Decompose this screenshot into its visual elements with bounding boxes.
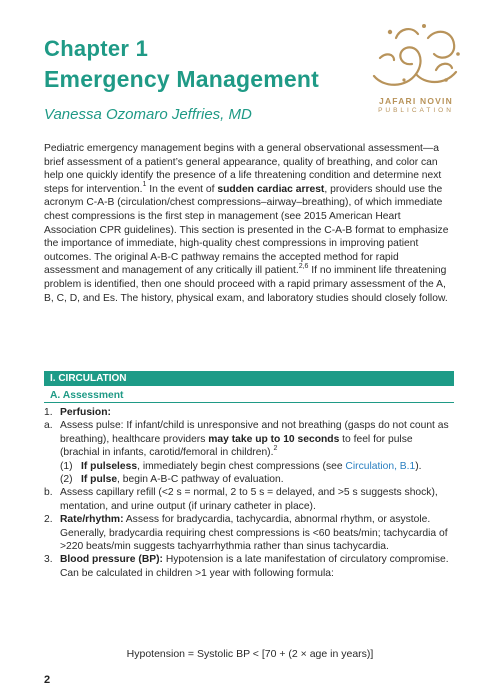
- item-number: 2.: [44, 514, 53, 526]
- item-text: Assess for bradycardia, tachycardia, abnormal rhythm, or asystole. Generally, bradycardia requiring chest compressions is <60 beats/min; tachycardia of >220 beats/min suggests tachyarrhythmia rather than sinus tachycardia.: [60, 514, 448, 553]
- publisher-logo: [360, 18, 472, 128]
- item-number: 1.: [44, 407, 53, 418]
- ref-2: 2: [273, 444, 278, 452]
- item-text: Hypotension is a late manifestation of circulatory compromise. Can be calculated in children >1 year with following formula:: [60, 554, 449, 579]
- item-letter: a.: [44, 420, 53, 432]
- circulation-link[interactable]: Circulation, B.1: [345, 460, 416, 472]
- item-number: (1): [60, 460, 73, 472]
- list-item: [44, 473, 454, 486]
- item-emphasis: If pulse: [81, 474, 118, 486]
- intro-emphasis: sudden cardiac arrest: [217, 183, 325, 195]
- list-item: [44, 513, 454, 553]
- publisher-sub: PUBLICATION: [378, 107, 454, 114]
- item-emphasis: If pulseless: [81, 460, 138, 472]
- ref-2: 2,6: [298, 262, 309, 270]
- hypotension-formula: Hypotension = Systolic BP < [70 + (2 × age in years)]: [126, 648, 374, 660]
- intro-text: Pediatric emergency management begins with a general observational assessment—a brief assessment of a patient’s general appearance, quality of breathing, and color can help one quickly identify the presence of a life threatening condition and determine next steps for intervention.: [44, 143, 442, 195]
- assessment-list: [44, 406, 454, 580]
- section-heading: I. CIRCULATION: [44, 371, 454, 386]
- page-number: 2: [44, 674, 51, 686]
- publisher-name: JAFARI NOVIN: [379, 96, 453, 106]
- item-title: Blood pressure (BP):: [60, 554, 163, 566]
- item-text: , begin A-B-C pathway of evaluation.: [117, 474, 284, 486]
- item-text: Assess pulse: If infant/child is unresponsive and not breathing (gasps do not count as breathing), healthcare providers: [60, 420, 449, 445]
- subsection-heading: A. Assessment: [44, 390, 454, 403]
- item-text: to feel for pulse (brachial in infants, carotid/femoral in children).: [60, 433, 413, 459]
- author-name: Vanessa Ozomaro Jeffries, MD: [44, 106, 252, 123]
- intro-paragraph: [44, 142, 454, 305]
- item-letter: b.: [44, 487, 53, 499]
- chapter-title: Emergency Management: [44, 66, 319, 92]
- chapter-label: Chapter 1: [44, 36, 149, 61]
- item-title: Rate/rhythm:: [60, 514, 124, 526]
- item-text: Assess capillary refill (<2 s = normal, 2 to 5 s = delayed, and >5 s suggests shock), mentation, and urine output (if urinary catheter in place).: [60, 487, 438, 512]
- list-item: [44, 460, 454, 473]
- calligraphy-logo-icon: [366, 18, 466, 96]
- item-text: , immediately begin chest compressions (see: [137, 460, 346, 472]
- intro-text: If no imminent life threatening problem is identified, then one should proceed with a rapid primary assessment of the A, B, C, D, and Es. The history, physical exam, and laboratory studies should closely follow.: [44, 265, 448, 304]
- list-item: [44, 419, 454, 459]
- item-title: Perfusion:: [60, 407, 111, 418]
- list-item: [44, 406, 454, 419]
- item-number: (2): [60, 474, 73, 486]
- ref-1: 1: [142, 181, 147, 189]
- intro-text: , providers should use the acronym C-A-B (circulation/chest compressions–airway–breathing), of which immediate chest compressions is the first step in management (see 2015 American Heart Association CPR guidelines). This section is presented in the C-A-B format to emphasize the importance of immediate, high-quality chest compressions in improving patient outcomes. The original A-B-C pathway remains the accepted method for rapid assessment and management of any critically ill patient.: [44, 183, 449, 277]
- item-emphasis: may take up to 10 seconds: [208, 433, 340, 445]
- list-item: [44, 486, 454, 513]
- item-number: 3.: [44, 554, 53, 566]
- item-text: ).: [415, 460, 422, 472]
- intro-text: In the event of: [146, 183, 218, 195]
- list-item: [44, 553, 454, 580]
